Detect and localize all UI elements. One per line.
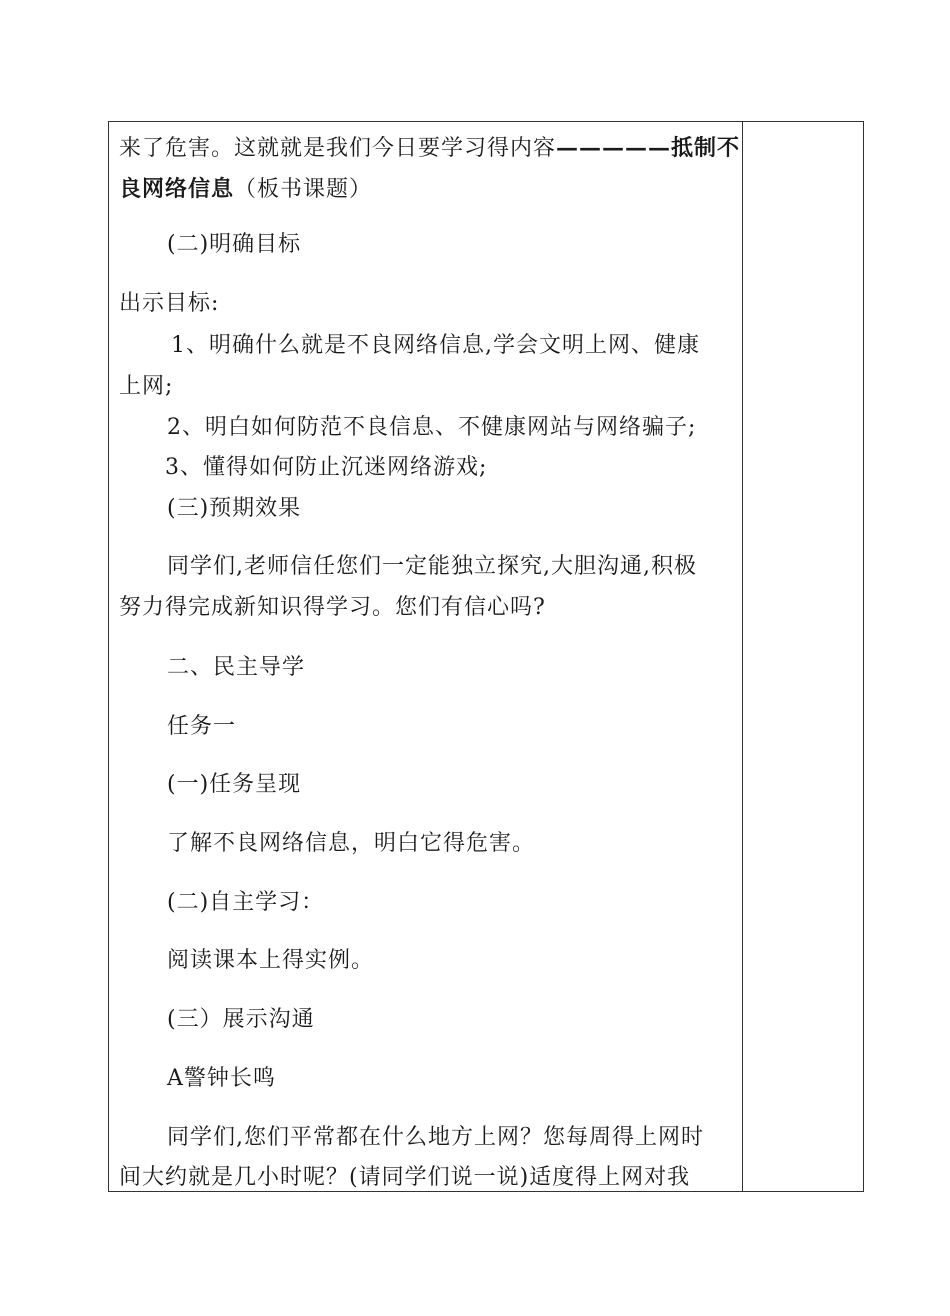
column-divider [742, 122, 743, 1191]
intro-dashes: ————— [556, 135, 672, 161]
self-study-text: 阅读课本上得实例。 [167, 948, 375, 973]
goals-heading: (二)明确目标 [167, 232, 302, 257]
topic-title-part2: 良网络信息 [119, 176, 235, 202]
goal-2: 2、明白如何防范不良信息、不健康网站与网络骗子; [167, 415, 697, 440]
notes-cell [744, 122, 863, 1191]
effect-line-2: 努力得完成新知识得学习。您们有信心吗? [119, 595, 546, 620]
goal-3: 3、懂得如何防止沉迷网络游戏; [165, 455, 488, 480]
topic-title-part1: 抵制不 [671, 135, 741, 161]
effect-line-1: 同学们,老师信任您们一定能独立探究,大胆沟通,积极 [167, 554, 697, 579]
exchange-subheading: A警钟长鸣 [167, 1066, 276, 1091]
goal-1-line-1: 1、明确什么就是不良网络信息,学会文明上网、健康 [171, 333, 700, 358]
task-one: 任务一 [167, 714, 237, 739]
intro-line-2 [119, 174, 372, 205]
exchange-line-1: 同学们,您们平常都在什么地方上网？您每周得上网时 [167, 1125, 704, 1150]
goal-1-line-2: 上网; [119, 374, 174, 399]
guide-heading: 二、民主导学 [167, 655, 306, 680]
intro-text: 来了危害。这就就是我们今日要学习得内容 [119, 136, 557, 161]
lesson-table [108, 121, 864, 1192]
exchange-line-2: 间大约就是几小时呢？(请同学们说一说)适度得上网对我 [119, 1165, 691, 1190]
task-present-text: 了解不良网络信息，明白它得危害。 [167, 831, 536, 856]
task-present-heading: (一)任务呈现 [167, 772, 302, 797]
intro-line-1 [119, 133, 740, 164]
self-study-heading: (二)自主学习： [167, 890, 325, 915]
board-note: （板书课题） [234, 177, 373, 202]
effect-heading: (三)预期效果 [167, 496, 302, 521]
exchange-heading: (三）展示沟通 [167, 1007, 315, 1032]
goals-show: 出示目标: [119, 291, 220, 316]
lesson-content-cell [109, 122, 742, 1191]
